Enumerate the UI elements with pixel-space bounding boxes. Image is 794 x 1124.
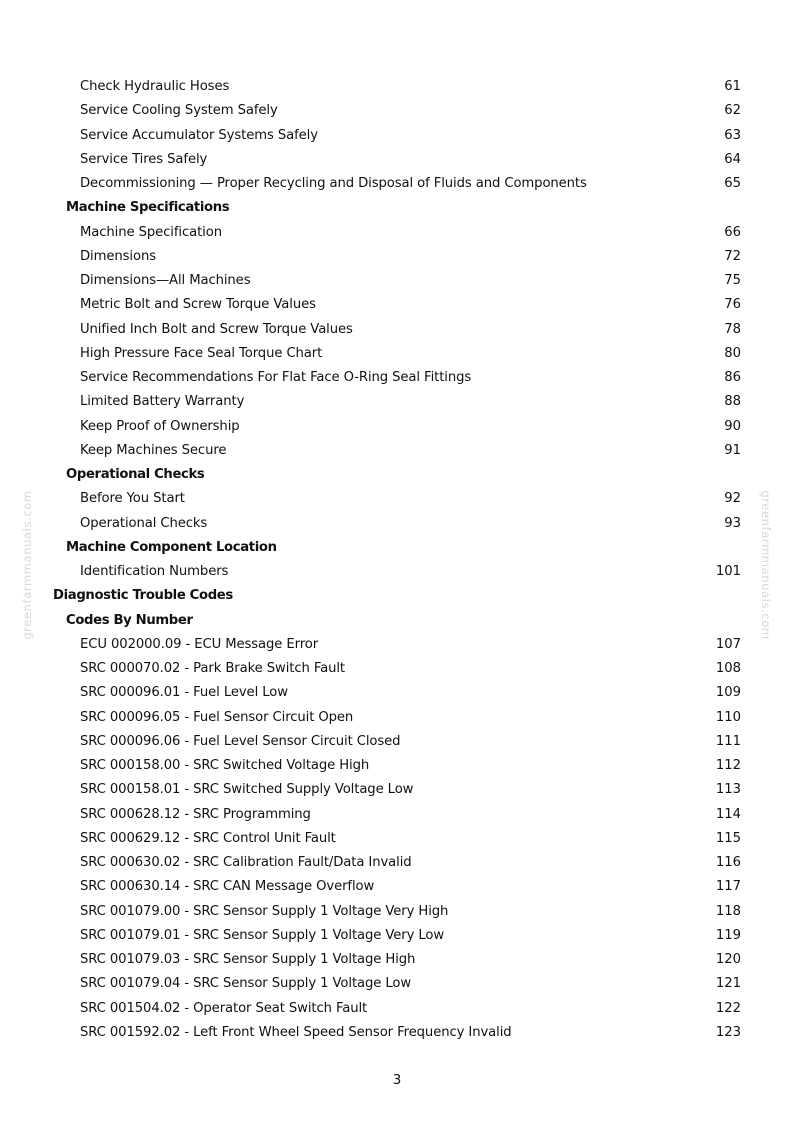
toc-entry-title: SRC 001079.04 - SRC Sensor Supply 1 Voltage Low <box>80 976 412 992</box>
toc-entry-title: SRC 000630.02 - SRC Calibration Fault/Data Invalid <box>80 855 412 870</box>
toc-entry[interactable] <box>0 851 794 875</box>
toc-entry[interactable] <box>0 366 794 390</box>
toc-entry-title: Machine Specifications <box>66 200 230 216</box>
toc-entry-page-number: 66 <box>724 224 741 240</box>
toc-entry-page-number: 75 <box>724 273 741 288</box>
toc-entry-page-number: 61 <box>724 79 741 94</box>
toc-section-heading <box>0 463 794 487</box>
toc-entry-page-number: 114 <box>715 806 741 822</box>
toc-entry-page-number: 110 <box>715 709 741 725</box>
toc-entry-title: Machine Specification <box>80 224 222 240</box>
toc-entry-page-number: 121 <box>715 976 741 992</box>
toc-entry-title: Operational Checks <box>66 467 205 482</box>
toc-entry[interactable] <box>0 148 794 172</box>
table-of-contents <box>0 75 794 1045</box>
toc-entry-page-number: 119 <box>715 927 741 943</box>
toc-entry[interactable] <box>0 560 794 584</box>
toc-entry-title: SRC 000158.00 - SRC Switched Voltage High <box>80 758 370 773</box>
toc-entry-title: Limited Battery Warranty <box>80 394 245 410</box>
toc-entry-title: ECU 002000.09 - ECU Message Error <box>80 636 319 652</box>
toc-entry[interactable] <box>0 900 794 924</box>
toc-entry-title: Service Tires Safely <box>80 151 208 167</box>
toc-entry-page-number: 109 <box>715 685 741 701</box>
toc-entry-page-number: 65 <box>724 176 741 191</box>
toc-entry[interactable] <box>0 730 794 754</box>
toc-entry[interactable] <box>0 754 794 778</box>
toc-section-heading <box>0 609 794 633</box>
toc-entry-title: SRC 000070.02 - Park Brake Switch Fault <box>80 661 345 676</box>
toc-entry-page-number: 123 <box>715 1024 741 1040</box>
toc-entry[interactable] <box>0 681 794 705</box>
toc-entry-page-number: 92 <box>724 491 741 507</box>
toc-entry-title: Before You Start <box>80 491 185 507</box>
toc-entry-title: Check Hydraulic Hoses <box>80 79 230 94</box>
toc-entry-title: SRC 000096.06 - Fuel Level Sensor Circuit Closed <box>80 733 401 749</box>
toc-entry-title: Operational Checks <box>80 515 208 531</box>
toc-entry-title: Decommissioning — Proper Recycling and Disposal of Fluids and Components <box>80 176 587 191</box>
toc-entry-title: SRC 001592.02 - Left Front Wheel Speed Sensor Frequency Invalid <box>80 1024 512 1040</box>
toc-section-heading <box>0 584 794 608</box>
toc-entry[interactable] <box>0 75 794 99</box>
toc-entry[interactable] <box>0 221 794 245</box>
toc-entry[interactable] <box>0 803 794 827</box>
toc-entry-page-number: 91 <box>724 442 741 458</box>
toc-entry-page-number: 120 <box>715 952 741 967</box>
toc-entry[interactable] <box>0 997 794 1021</box>
toc-entry-title: Service Cooling System Safely <box>80 103 278 119</box>
toc-entry-page-number: 63 <box>724 127 741 143</box>
toc-entry-title: Metric Bolt and Screw Torque Values <box>80 297 316 313</box>
toc-entry[interactable] <box>0 633 794 657</box>
toc-entry[interactable] <box>0 948 794 972</box>
toc-entry-page-number: 62 <box>724 103 741 119</box>
toc-section-heading <box>0 536 794 560</box>
toc-entry-page-number: 113 <box>715 782 741 798</box>
watermark-right: greenfarmmanuals.com <box>759 490 773 640</box>
toc-entry[interactable] <box>0 390 794 414</box>
toc-entry-title: Diagnostic Trouble Codes <box>53 588 233 604</box>
toc-entry-page-number: 88 <box>724 394 741 410</box>
toc-entry[interactable] <box>0 827 794 851</box>
toc-entry[interactable] <box>0 269 794 293</box>
toc-entry-title: SRC 000096.05 - Fuel Sensor Circuit Open <box>80 709 354 725</box>
toc-entry-title: Keep Machines Secure <box>80 442 227 458</box>
toc-entry-title: SRC 001504.02 - Operator Seat Switch Fault <box>80 1000 368 1016</box>
toc-entry-page-number: 118 <box>715 903 741 919</box>
toc-entry-page-number: 72 <box>724 248 741 264</box>
toc-section-heading <box>0 196 794 220</box>
toc-entry-title: SRC 001079.00 - SRC Sensor Supply 1 Voltage Very High <box>80 903 449 919</box>
toc-entry[interactable] <box>0 487 794 511</box>
toc-entry[interactable] <box>0 1021 794 1045</box>
toc-entry-title: Codes By Number <box>66 612 193 628</box>
toc-entry-page-number: 90 <box>724 418 741 434</box>
toc-entry-title: SRC 000628.12 - SRC Programming <box>80 806 311 822</box>
toc-entry-title: Service Recommendations For Flat Face O-Ring Seal Fittings <box>80 370 472 385</box>
toc-entry[interactable] <box>0 439 794 463</box>
toc-entry[interactable] <box>0 875 794 899</box>
toc-entry-title: SRC 000630.14 - SRC CAN Message Overflow <box>80 879 375 895</box>
toc-entry[interactable] <box>0 172 794 196</box>
toc-entry[interactable] <box>0 657 794 681</box>
toc-entry-page-number: 111 <box>715 733 741 749</box>
toc-entry-page-number: 76 <box>724 297 741 313</box>
toc-entry-page-number: 116 <box>715 855 741 870</box>
watermark-left: greenfarmmanuals.com <box>20 490 34 640</box>
toc-entry-title: Identification Numbers <box>80 564 229 579</box>
toc-entry[interactable] <box>0 342 794 366</box>
toc-entry-title: Dimensions—All Machines <box>80 273 251 288</box>
toc-entry[interactable] <box>0 512 794 536</box>
toc-entry-title: High Pressure Face Seal Torque Chart <box>80 345 323 361</box>
toc-entry[interactable] <box>0 99 794 123</box>
toc-entry-title: SRC 000629.12 - SRC Control Unit Fault <box>80 830 336 846</box>
toc-entry-title: Keep Proof of Ownership <box>80 418 240 434</box>
toc-entry[interactable] <box>0 706 794 730</box>
page-number: 3 <box>392 1072 402 1088</box>
toc-entry[interactable] <box>0 318 794 342</box>
toc-entry-title: SRC 001079.01 - SRC Sensor Supply 1 Voltage Very Low <box>80 927 445 943</box>
toc-entry[interactable] <box>0 778 794 802</box>
toc-entry[interactable] <box>0 245 794 269</box>
toc-entry-page-number: 80 <box>724 345 741 361</box>
toc-entry-title: Unified Inch Bolt and Screw Torque Values <box>80 321 353 337</box>
toc-entry-page-number: 101 <box>715 564 741 579</box>
toc-entry-title: SRC 000158.01 - SRC Switched Supply Voltage Low <box>80 782 414 798</box>
toc-entry-page-number: 108 <box>715 661 741 676</box>
toc-entry-title: SRC 001079.03 - SRC Sensor Supply 1 Voltage High <box>80 952 416 967</box>
toc-entry-page-number: 93 <box>724 515 741 531</box>
toc-entry-page-number: 64 <box>724 151 741 167</box>
toc-entry-page-number: 107 <box>715 636 741 652</box>
toc-entry-title: Dimensions <box>80 248 156 264</box>
toc-entry-page-number: 86 <box>724 370 741 385</box>
toc-entry-title: SRC 000096.01 - Fuel Level Low <box>80 685 288 701</box>
toc-entry-title: Machine Component Location <box>66 539 277 555</box>
toc-entry-page-number: 115 <box>715 830 741 846</box>
toc-entry-page-number: 112 <box>715 758 741 773</box>
toc-entry[interactable] <box>0 293 794 317</box>
toc-entry-page-number: 78 <box>724 321 741 337</box>
toc-entry-title: Service Accumulator Systems Safely <box>80 127 318 143</box>
toc-entry[interactable] <box>0 924 794 948</box>
toc-entry-page-number: 122 <box>715 1000 741 1016</box>
toc-entry-page-number: 117 <box>715 879 741 895</box>
toc-entry[interactable] <box>0 415 794 439</box>
toc-entry[interactable] <box>0 972 794 996</box>
toc-entry[interactable] <box>0 124 794 148</box>
